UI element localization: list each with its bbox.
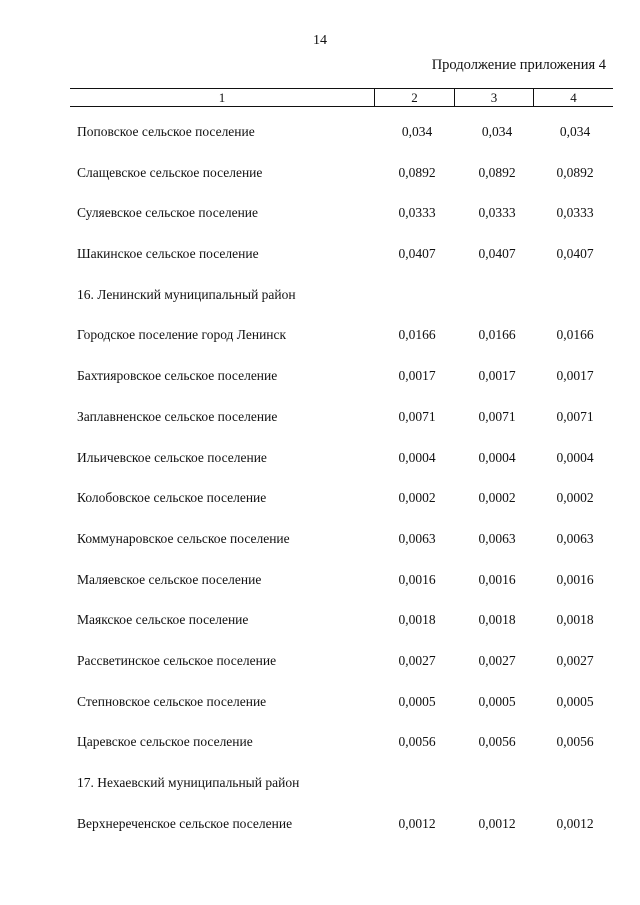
- value-col-2: 0,0027: [398, 652, 436, 668]
- value-col-3: 0,0018: [478, 612, 516, 628]
- settlement-name: Маляевское сельское поселение: [77, 571, 262, 587]
- table-row: [0, 446, 640, 487]
- page-number: 14: [313, 33, 327, 48]
- value-col-4: 0,0016: [556, 571, 594, 587]
- value-col-4: 0,0002: [556, 490, 594, 506]
- table-row: [0, 690, 640, 731]
- table-row: [0, 242, 640, 283]
- table-row: [0, 812, 640, 853]
- value-col-3: 0,0166: [478, 327, 516, 343]
- table-header: [70, 88, 613, 107]
- table-body: [0, 120, 640, 852]
- value-col-2: 0,0333: [398, 205, 436, 221]
- value-col-3: 0,0333: [478, 205, 516, 221]
- continuation-title: Продолжение приложения 4: [431, 57, 606, 73]
- value-col-4: 0,0012: [556, 815, 594, 831]
- settlement-name: Ильичевское сельское поселение: [77, 449, 267, 465]
- value-col-4: 0,0333: [556, 205, 594, 221]
- header-col-4: 4: [570, 90, 577, 105]
- value-col-4: 0,034: [559, 124, 591, 139]
- value-col-4: 0,0004: [556, 449, 594, 465]
- table-row: [0, 364, 640, 405]
- value-col-3: 0,0017: [478, 368, 516, 384]
- value-col-3: 0,034: [481, 124, 513, 139]
- value-col-2: 0,0056: [398, 734, 436, 750]
- value-col-3: 0,0005: [478, 693, 516, 709]
- value-col-3: 0,0012: [478, 815, 516, 831]
- table-row: [0, 730, 640, 771]
- value-col-3: 0,0056: [478, 734, 516, 750]
- value-col-2: 0,0063: [398, 530, 436, 546]
- settlement-name: Бахтияровское сельское поселение: [77, 368, 278, 384]
- settlement-name: Суляевское сельское поселение: [77, 205, 259, 221]
- value-col-3: 0,0063: [478, 530, 516, 546]
- settlement-name: Поповское сельское поселение: [77, 124, 255, 139]
- value-col-2: 0,034: [401, 124, 433, 139]
- value-col-4: 0,0056: [556, 734, 594, 750]
- value-col-2: 0,0012: [398, 815, 436, 831]
- settlement-name: Маякское сельское поселение: [77, 612, 249, 628]
- table-row: [0, 405, 640, 446]
- value-col-3: 0,0892: [478, 164, 516, 180]
- table-row: [0, 120, 640, 161]
- settlement-name: Царевское сельское поселение: [77, 734, 253, 750]
- table-row: [0, 201, 640, 242]
- value-col-3: 0,0027: [478, 652, 516, 668]
- value-col-2: 0,0005: [398, 693, 436, 709]
- value-col-2: 0,0004: [398, 449, 436, 465]
- table-row: [0, 649, 640, 690]
- value-col-2: 0,0017: [398, 368, 436, 384]
- table-row: [0, 161, 640, 202]
- value-col-2: 0,0018: [398, 612, 436, 628]
- value-col-2: 0,0071: [398, 408, 436, 424]
- value-col-4: 0,0892: [556, 164, 594, 180]
- value-col-4: 0,0407: [556, 246, 594, 262]
- value-col-2: 0,0016: [398, 571, 436, 587]
- value-col-4: 0,0027: [556, 652, 594, 668]
- district-heading-row: [0, 771, 640, 812]
- header-col-3: 3: [455, 89, 534, 106]
- settlement-name: Городское поселение город Ленинск: [77, 327, 287, 343]
- value-col-4: 0,0166: [556, 327, 594, 343]
- table-row: [0, 486, 640, 527]
- value-col-2: 0,0892: [398, 164, 436, 180]
- settlement-name: Шакинское сельское поселение: [77, 246, 259, 262]
- value-col-3: 0,0004: [478, 449, 516, 465]
- value-col-3: 0,0407: [478, 246, 516, 262]
- value-col-3: 0,0071: [478, 408, 516, 424]
- settlement-name: Заплавненское сельское поселение: [77, 408, 278, 424]
- value-col-4: 0,0005: [556, 693, 594, 709]
- settlement-name: Степновское сельское поселение: [77, 693, 267, 709]
- settlement-name: Верхнереченское сельское поселение: [77, 815, 293, 831]
- table-row: [0, 568, 640, 609]
- settlement-name: Коммунаровское сельское поселение: [77, 530, 290, 546]
- value-col-4: 0,0071: [556, 408, 594, 424]
- value-col-4: 0,0017: [556, 368, 594, 384]
- settlement-name: Слащевское сельское поселение: [77, 164, 263, 180]
- value-col-2: 0,0166: [398, 327, 436, 343]
- settlement-name: Колобовское сельское поселение: [77, 490, 267, 506]
- value-col-3: 0,0016: [478, 571, 516, 587]
- table-row: [0, 608, 640, 649]
- district-name: 17. Нехаевский муниципальный район: [77, 775, 300, 790]
- value-col-3: 0,0002: [478, 490, 516, 506]
- header-col-2: 2: [375, 89, 455, 106]
- value-col-4: 0,0063: [556, 530, 594, 546]
- value-col-2: 0,0002: [398, 490, 436, 506]
- value-col-4: 0,0018: [556, 612, 594, 628]
- header-col-1: 1: [70, 89, 375, 106]
- table-row: [0, 323, 640, 364]
- table-row: [0, 527, 640, 568]
- district-heading-row: [0, 283, 640, 324]
- value-col-2: 0,0407: [398, 246, 436, 262]
- district-name: 16. Ленинский муниципальный район: [77, 286, 296, 302]
- settlement-name: Рассветинское сельское поселение: [77, 652, 277, 668]
